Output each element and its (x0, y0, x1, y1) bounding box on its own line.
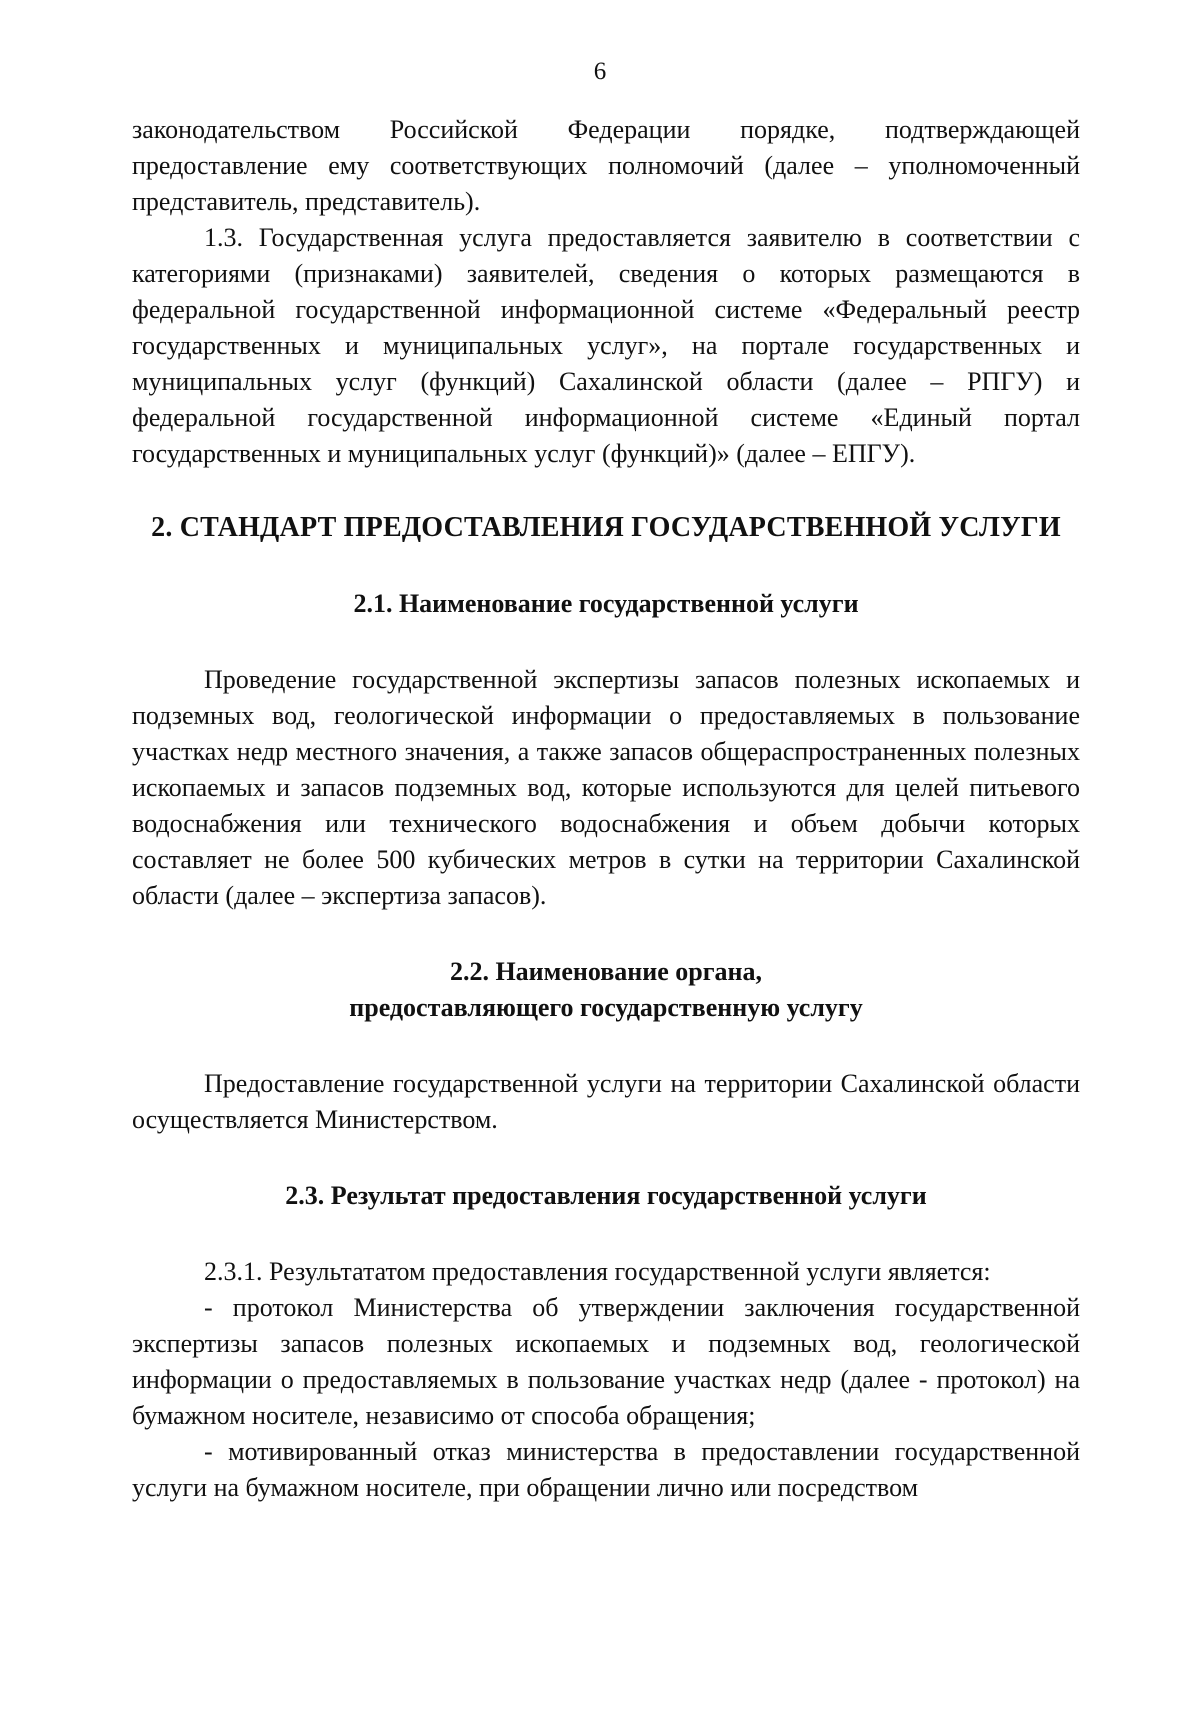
subsection-2-3-title: 2.3. Результат предоставления государственной услуги (285, 1181, 927, 1210)
paragraph-1-3: 1.3. Государственная услуга предоставляется заявителю в соответствии с категориями (признаками) заявителей, сведения о которых размещаются в федеральной государственной информационной системе «Федеральный реестр государственных и муниципальных услуг», на портале государственных и муниципальных услуг (функций) Сахалинской области (далее – РПГУ) и федеральной государственной информационной системе «Единый портал государственных и муниципальных услуг (функций)» (далее – ЕПГУ). (132, 223, 1080, 468)
page-number: 6 (593, 58, 607, 85)
paragraph-2-3-1-item-protocol: - протокол Министерства об утверждении заключения государственной экспертизы запасов полезных ископаемых и подземных вод, геологической информации о предоставляемых в пользование участках недр (далее - протокол) на бумажном носителе, независимо от способа обращения; (132, 1293, 1080, 1430)
subsection-2-1-title: 2.1. Наименование государственной услуги (353, 589, 859, 618)
section-2-title: 2. СТАНДАРТ ПРЕДОСТАВЛЕНИЯ ГОСУДАРСТВЕННОЙ УСЛУГИ (151, 512, 1061, 543)
paragraph-2-1: Проведение государственной экспертизы запасов полезных ископаемых и подземных вод, геологической информации о предоставляемых в пользование участках недр местного значения, а также запасов общераспространенных полезных ископаемых и запасов подземных вод, которые используются для целей питьевого водоснабжения или технического водоснабжения и объем добычи которых составляет не более 500 кубических метров в сутки на территории Сахалинской области (далее – экспертиза запасов). (132, 665, 1080, 910)
paragraph-2-3-1-item-refusal: - мотивированный отказ министерства в предоставлении государственной услуги на бумажном носителе, при обращении лично или посредством (132, 1437, 1080, 1502)
paragraph-intro-continuation: законодательством Российской Федерации порядке, подтверждающей предоставление ему соответствующих полномочий (далее – уполномоченный представитель, представитель). (132, 115, 1080, 216)
subsection-2-2-title (132, 954, 1080, 1026)
subsection-2-2-title-line1: 2.2. Наименование органа, (449, 957, 763, 986)
paragraph-2-3-1: 2.3.1. Результататом предоставления государственной услуги является: (204, 1257, 991, 1286)
page-content (132, 112, 1080, 1506)
paragraph-2-2: Предоставление государственной услуги на территории Сахалинской области осуществляется Министерством. (132, 1069, 1080, 1134)
subsection-2-2-title-line2: предоставляющего государственную услугу (349, 993, 863, 1022)
